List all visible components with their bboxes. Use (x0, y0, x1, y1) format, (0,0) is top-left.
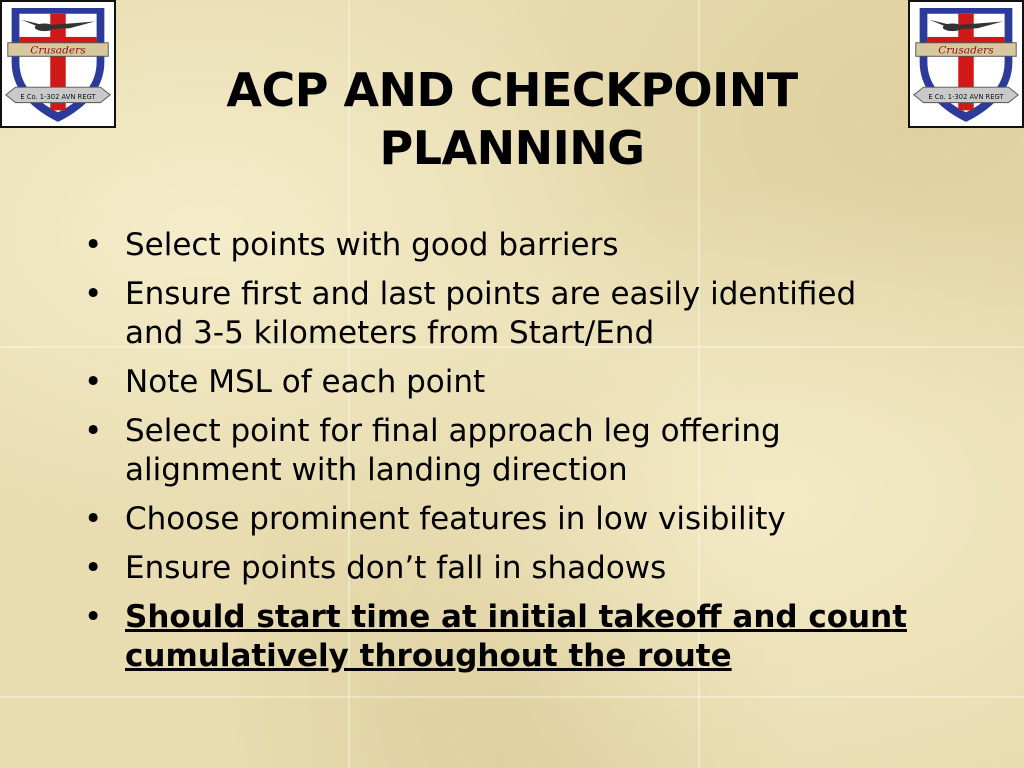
bullet-item (84, 226, 914, 265)
svg-text:E Co. 1-302 AVN REGT: E Co. 1-302 AVN REGT (928, 92, 1004, 101)
bullet-item (84, 363, 914, 402)
bullet-item (84, 412, 914, 490)
bullet-text: Select points with good barriers (125, 227, 619, 263)
bullet-dot: • (84, 599, 103, 635)
bullet-item (84, 275, 914, 353)
bullet-list (84, 226, 914, 686)
svg-text:Crusaders: Crusaders (938, 43, 994, 57)
bullet-text: Choose prominent features in low visibility (125, 501, 786, 537)
bullet-dot: • (84, 227, 103, 263)
bullet-dot: • (84, 550, 103, 586)
svg-text:Crusaders: Crusaders (30, 43, 86, 57)
bullet-text: Ensure first and last points are easily identified and 3-5 kilometers from Start/End (125, 276, 857, 351)
bullet-text: Note MSL of each point (125, 364, 486, 400)
slide-title (160, 61, 864, 177)
bullet-item (84, 500, 914, 539)
bullet-text: Ensure points don’t fall in shadows (125, 550, 667, 586)
bullet-item (84, 549, 914, 588)
bullet-dot: • (84, 501, 103, 537)
bullet-dot: • (84, 364, 103, 400)
bullet-item-emphasized (84, 598, 914, 676)
bullet-dot: • (84, 413, 103, 449)
slide-title-line-1: ACP AND CHECKPOINT (226, 62, 798, 117)
slide-title-line-2: PLANNING (379, 120, 645, 175)
unit-logo-right (908, 0, 1024, 128)
svg-text:E Co. 1-302 AVN REGT: E Co. 1-302 AVN REGT (20, 92, 96, 101)
bullet-dot: • (84, 276, 103, 312)
bullet-text: Select point for final approach leg offering alignment with landing direction (125, 413, 781, 488)
unit-logo-left (0, 0, 116, 128)
bullet-text-emphasized: Should start time at initial takeoff and count cumulatively throughout the route (125, 599, 908, 674)
